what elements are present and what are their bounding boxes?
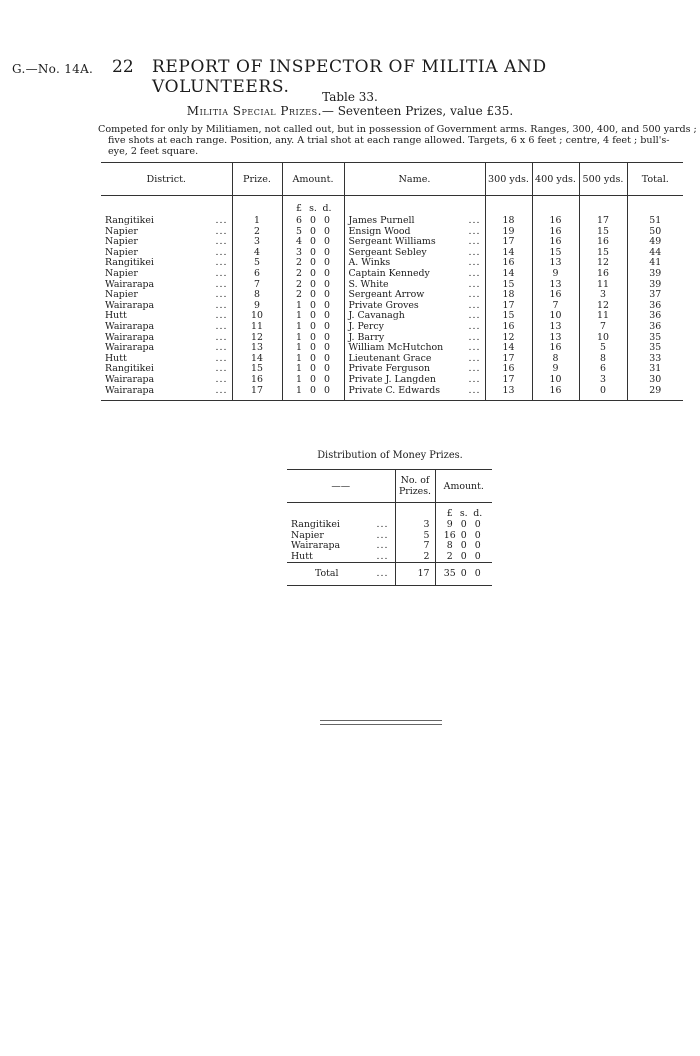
score-500-cell: 5 xyxy=(579,343,627,354)
distribution-row xyxy=(287,541,492,552)
district-cell: Rangitikei ... xyxy=(105,364,228,375)
score-400-cell: 16 xyxy=(532,227,579,238)
name-cell: Ensign Wood ... xyxy=(344,227,485,238)
score-500-cell: 8 xyxy=(579,354,627,365)
amount-cell: 2 0 0 xyxy=(282,280,344,291)
prize-cell: 5 xyxy=(232,258,282,269)
amount-cell: 6 0 0 xyxy=(282,216,344,227)
score-400-cell: 13 xyxy=(532,258,579,269)
report-title: REPORT OF INSPECTOR OF MILITIA AND VOLUNTEERS. xyxy=(152,57,547,97)
score-500-cell: 0 xyxy=(579,386,627,401)
distribution-header-amount: Amount. xyxy=(435,470,492,503)
name-cell: J. Barry ... xyxy=(344,333,485,344)
caption-rest: — Seventeen Prizes, value £35. xyxy=(321,104,514,118)
name-cell: William McHutchon ... xyxy=(344,343,485,354)
score-400-cell: 10 xyxy=(532,375,579,386)
total-cell: 35 xyxy=(627,343,683,354)
name-cell: A. Winks ... xyxy=(344,258,485,269)
score-400-cell: 13 xyxy=(532,280,579,291)
total-cell: 29 xyxy=(627,386,683,401)
total-cell: 39 xyxy=(627,280,683,291)
district-cell: Hutt ... xyxy=(105,311,228,322)
amount-cell: 1 0 0 xyxy=(282,301,344,312)
distribution-amount-cell: 16 0 0 xyxy=(435,531,492,542)
district-cell: Wairarapa ... xyxy=(101,386,232,401)
name-cell: S. White ... xyxy=(344,280,485,291)
distribution-amount-cell: 9 0 0 xyxy=(435,520,492,531)
table-row xyxy=(101,248,683,259)
page-number: 22 xyxy=(112,57,134,77)
distribution-amount-cell: 8 0 0 xyxy=(435,541,492,552)
table-row xyxy=(101,216,683,227)
district-cell: Napier ... xyxy=(105,237,228,248)
score-500-cell: 15 xyxy=(579,248,627,259)
amount-cell: 1 0 0 xyxy=(282,364,344,375)
total-amount-cell: 35 0 0 xyxy=(435,563,492,586)
prize-cell: 3 xyxy=(232,237,282,248)
name-cell: Private Ferguson ... xyxy=(344,364,485,375)
distribution-amount-cell: 2 0 0 xyxy=(435,552,492,563)
total-cell: 30 xyxy=(627,375,683,386)
prize-cell: 14 xyxy=(232,354,282,365)
unit-pence: d. xyxy=(322,204,332,214)
score-500-cell: 10 xyxy=(579,333,627,344)
table-row xyxy=(101,258,683,269)
district-cell: Wairarapa ... xyxy=(105,300,228,311)
header-500-yds: 500 yds. xyxy=(579,163,627,196)
distribution-count-cell: 5 xyxy=(395,531,435,542)
table-row xyxy=(101,343,683,354)
amount-cell: 1 0 0 xyxy=(282,375,344,386)
distribution-header-district: —— xyxy=(287,470,395,503)
score-400-cell: 10 xyxy=(532,311,579,322)
header-district: District. xyxy=(101,163,232,196)
score-500-cell: 16 xyxy=(579,269,627,280)
total-label-cell: Total ... xyxy=(287,563,395,586)
distribution-count-cell: 7 xyxy=(395,541,435,552)
total-cell: 41 xyxy=(627,258,683,269)
name-cell: Sergeant Williams ... xyxy=(344,237,485,248)
score-300-cell: 14 xyxy=(485,269,532,280)
score-300-cell: 15 xyxy=(485,311,532,322)
score-400-cell: 15 xyxy=(532,248,579,259)
name-cell: J. Cavanagh ... xyxy=(344,311,485,322)
district-cell: Hutt ... xyxy=(105,353,228,364)
score-300-cell: 16 xyxy=(485,322,532,333)
score-400-cell: 7 xyxy=(532,301,579,312)
amount-cell: 2 0 0 xyxy=(282,290,344,301)
description-line: Competed for only by Militiamen, not called out, but in possession of Government arms. Ranges, 300, 400, and 500 yards ; xyxy=(98,124,697,135)
name-cell: Sergeant Arrow ... xyxy=(344,290,485,301)
score-400-cell: 16 xyxy=(532,343,579,354)
competition-description xyxy=(98,124,697,157)
total-cell: 51 xyxy=(627,216,683,227)
amount-cell: 1 0 0 xyxy=(282,333,344,344)
table-row xyxy=(101,280,683,291)
amount-cell: 2 0 0 xyxy=(282,269,344,280)
distribution-total-row xyxy=(287,563,492,586)
name-cell: Private J. Langden ... xyxy=(344,375,485,386)
distribution-header-count: No. of Prizes. xyxy=(395,470,435,503)
name-cell: James Purnell ... xyxy=(344,216,485,227)
prize-cell: 10 xyxy=(232,311,282,322)
total-cell: 49 xyxy=(627,237,683,248)
distribution-count-cell: 2 xyxy=(395,552,435,563)
table-row xyxy=(101,386,683,401)
district-cell: Wairarapa ... xyxy=(105,332,228,343)
score-400-cell: 8 xyxy=(532,354,579,365)
header-prize: Prize. xyxy=(232,163,282,196)
amount-cell: 1 0 0 xyxy=(282,343,344,354)
score-500-cell: 3 xyxy=(579,375,627,386)
score-400-cell: 9 xyxy=(532,364,579,375)
table-row xyxy=(101,269,683,280)
prize-cell: 16 xyxy=(232,375,282,386)
name-cell: J. Percy ... xyxy=(344,322,485,333)
distribution-units-row: £ s. d. xyxy=(287,508,492,520)
score-500-cell: 3 xyxy=(579,290,627,301)
district-cell: Rangitikei ... xyxy=(105,216,228,226)
total-cell: 33 xyxy=(627,354,683,365)
prize-cell: 7 xyxy=(232,280,282,291)
prize-cell: 11 xyxy=(232,322,282,333)
distribution-district-cell: Hutt ... xyxy=(291,551,389,562)
prize-cell: 4 xyxy=(232,248,282,259)
prize-cell: 6 xyxy=(232,269,282,280)
distribution-district-cell: Napier ... xyxy=(291,530,389,541)
score-300-cell: 18 xyxy=(485,290,532,301)
total-count-cell: 17 xyxy=(395,563,435,586)
total-cell: 50 xyxy=(627,227,683,238)
prize-cell: 13 xyxy=(232,343,282,354)
distribution-count-cell: 3 xyxy=(395,520,435,531)
total-cell: 36 xyxy=(627,322,683,333)
currency-units-row xyxy=(101,204,683,216)
district-cell: Wairarapa ... xyxy=(105,343,228,354)
header-400-yds: 400 yds. xyxy=(532,163,579,196)
caption-smallcaps: Militia Special Prizes. xyxy=(186,104,322,118)
unit-pounds: £ xyxy=(296,204,302,214)
description-line: eye, 2 feet square. xyxy=(108,146,199,157)
total-cell: 36 xyxy=(627,301,683,312)
header-amount: Amount. xyxy=(282,163,344,196)
prize-cell: 8 xyxy=(232,290,282,301)
name-cell: Sergeant Sebley ... xyxy=(344,248,485,259)
prize-cell: 15 xyxy=(232,364,282,375)
score-300-cell: 17 xyxy=(485,237,532,248)
score-300-cell: 13 xyxy=(485,386,532,401)
unit-shillings: s. xyxy=(309,204,317,214)
table-row xyxy=(101,290,683,301)
table-row xyxy=(101,354,683,365)
distribution-caption: Distribution of Money Prizes. xyxy=(317,450,463,461)
table-row xyxy=(101,227,683,238)
district-cell: Napier ... xyxy=(105,290,228,301)
table-caption xyxy=(0,104,700,118)
name-cell: Private Groves ... xyxy=(344,301,485,312)
header-name: Name. xyxy=(344,163,485,196)
distribution-header-row xyxy=(287,470,492,503)
amount-cell: 2 0 0 xyxy=(282,258,344,269)
score-300-cell: 18 xyxy=(485,216,532,227)
score-300-cell: 14 xyxy=(485,343,532,354)
prize-results-table xyxy=(101,162,683,401)
prize-cell: 2 xyxy=(232,227,282,238)
total-cell: 36 xyxy=(627,311,683,322)
distribution-row xyxy=(287,531,492,542)
score-500-cell: 17 xyxy=(579,216,627,227)
amount-cell: 1 0 0 xyxy=(282,311,344,322)
table-row xyxy=(101,375,683,386)
score-400-cell: 9 xyxy=(532,269,579,280)
score-500-cell: 12 xyxy=(579,301,627,312)
amount-cell: 4 0 0 xyxy=(282,237,344,248)
district-cell: Napier ... xyxy=(105,247,228,258)
name-cell: Captain Kennedy ... xyxy=(344,269,485,280)
score-300-cell: 17 xyxy=(485,301,532,312)
score-300-cell: 15 xyxy=(485,280,532,291)
score-500-cell: 11 xyxy=(579,311,627,322)
score-400-cell: 16 xyxy=(532,237,579,248)
score-300-cell: 16 xyxy=(485,258,532,269)
total-cell: 31 xyxy=(627,364,683,375)
amount-cell: 1 0 0 xyxy=(282,322,344,333)
district-cell: Wairarapa ... xyxy=(105,374,228,385)
score-500-cell: 6 xyxy=(579,364,627,375)
prize-cell: 12 xyxy=(232,333,282,344)
prize-cell: 17 xyxy=(232,386,282,401)
amount-cell: 1 0 0 xyxy=(282,354,344,365)
distribution-table xyxy=(287,469,492,586)
header-300-yds: 300 yds. xyxy=(485,163,532,196)
score-300-cell: 19 xyxy=(485,227,532,238)
prize-cell: 1 xyxy=(232,216,282,227)
score-500-cell: 16 xyxy=(579,237,627,248)
district-cell: Wairarapa ... xyxy=(105,279,228,290)
table-number: Table 33. xyxy=(322,90,378,104)
table-row xyxy=(101,301,683,312)
closing-rule xyxy=(320,724,442,725)
total-cell: 37 xyxy=(627,290,683,301)
amount-cell: 1 0 0 xyxy=(282,386,344,401)
district-cell: Wairarapa ... xyxy=(105,321,228,332)
distribution-district-cell: Wairarapa ... xyxy=(291,541,389,552)
amount-cell: 5 0 0 xyxy=(282,227,344,238)
distribution-row xyxy=(287,520,492,531)
table-row xyxy=(101,364,683,375)
name-cell: Private C. Edwards ... xyxy=(344,386,485,401)
score-400-cell: 16 xyxy=(532,386,579,401)
name-cell: Lieutenant Grace ... xyxy=(344,354,485,365)
total-cell: 35 xyxy=(627,333,683,344)
score-300-cell: 14 xyxy=(485,248,532,259)
table-row xyxy=(101,311,683,322)
distribution-district-cell: Rangitikei ... xyxy=(291,520,389,530)
total-cell: 39 xyxy=(627,269,683,280)
score-300-cell: 16 xyxy=(485,364,532,375)
prize-cell: 9 xyxy=(232,301,282,312)
district-cell: Napier ... xyxy=(105,226,228,237)
total-cell: 44 xyxy=(627,248,683,259)
score-300-cell: 17 xyxy=(485,375,532,386)
score-500-cell: 15 xyxy=(579,227,627,238)
score-400-cell: 13 xyxy=(532,322,579,333)
table-header-row xyxy=(101,163,683,196)
distribution-row xyxy=(287,552,492,563)
district-cell: Napier ... xyxy=(105,268,228,279)
table-row xyxy=(101,333,683,344)
score-500-cell: 12 xyxy=(579,258,627,269)
score-400-cell: 16 xyxy=(532,290,579,301)
score-500-cell: 11 xyxy=(579,280,627,291)
district-cell: Rangitikei ... xyxy=(105,258,228,269)
description-line: five shots at each range. Position, any. A trial shot at each range allowed. Targets, 6 x 6 feet ; centre, 4 feet ; bull's- xyxy=(108,135,670,146)
closing-rule xyxy=(320,720,442,721)
header-total: Total. xyxy=(627,163,683,196)
amount-cell: 3 0 0 xyxy=(282,248,344,259)
score-400-cell: 13 xyxy=(532,333,579,344)
score-400-cell: 16 xyxy=(532,216,579,227)
score-500-cell: 7 xyxy=(579,322,627,333)
score-300-cell: 12 xyxy=(485,333,532,344)
table-row xyxy=(101,322,683,333)
score-300-cell: 17 xyxy=(485,354,532,365)
document-reference: G.—No. 14A. xyxy=(12,62,94,76)
table-row xyxy=(101,237,683,248)
